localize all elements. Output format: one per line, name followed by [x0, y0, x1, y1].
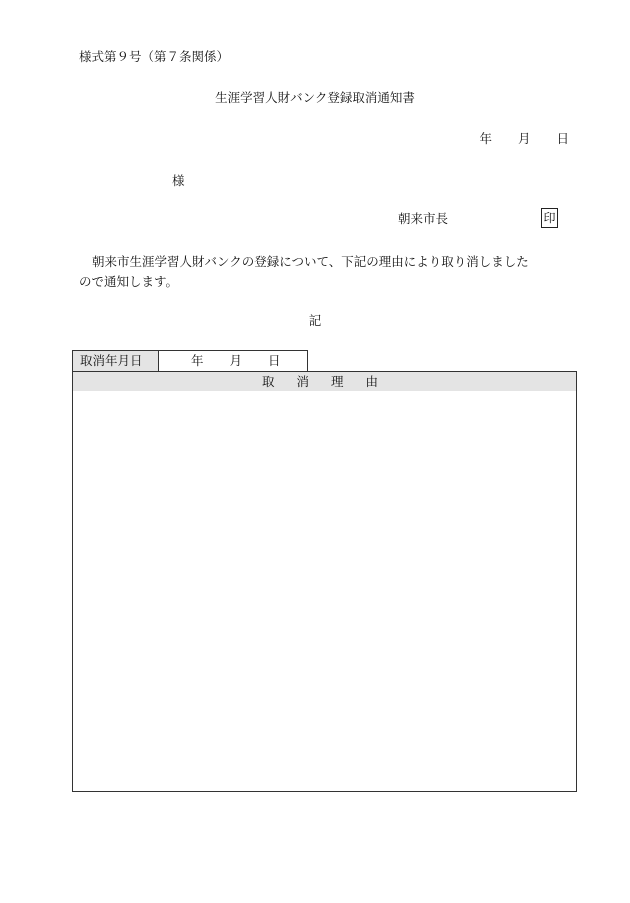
issuer-name: 朝来市長 [398, 211, 449, 226]
form-number: 様式第９号（第７条関係） [79, 49, 230, 64]
notice-body-line-1: 朝来市生涯学習人財バンクの登録について、下記の理由により取り消しました [92, 254, 529, 269]
addressee-honorific: 様 [172, 173, 185, 188]
issue-date-day: 日 [556, 131, 569, 146]
cancel-reason-header: 取 消 理 由 [72, 371, 577, 392]
cancel-reason-field[interactable] [72, 391, 577, 792]
cancel-date-year: 年 [191, 353, 204, 368]
issue-date-month: 月 [517, 131, 531, 146]
cancel-date-day: 日 [268, 353, 281, 368]
cancel-date-table [72, 350, 308, 371]
cancel-date-month: 月 [229, 353, 243, 368]
cancel-date-field[interactable] [159, 351, 307, 371]
notice-body-line-2: ので通知します。 [79, 274, 179, 289]
notice-body [0, 252, 630, 292]
seal-mark: 印 [541, 208, 558, 228]
issue-date-year: 年 [479, 131, 492, 146]
cancel-date-label: 取消年月日 [73, 351, 159, 371]
document-title: 生涯学習人財バンク登録取消通知書 [215, 90, 415, 105]
ki-heading: 記 [308, 313, 322, 328]
issue-date [479, 133, 569, 146]
